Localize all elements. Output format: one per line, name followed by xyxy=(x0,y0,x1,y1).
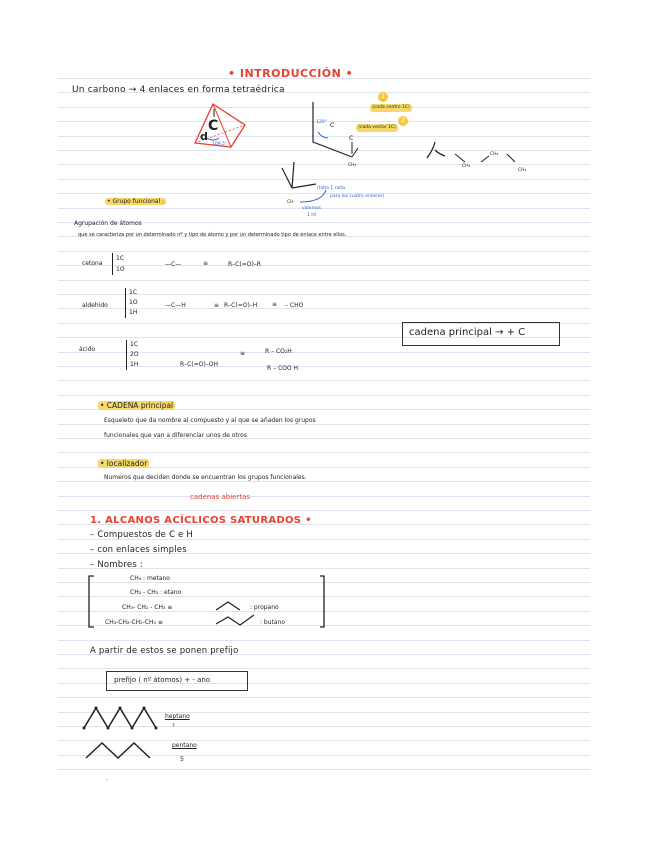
acido-formula-right-1: R – CO₂H xyxy=(265,348,292,355)
cetona-comp-c: 1C xyxy=(116,255,125,262)
aldehido-label: aldehido xyxy=(82,302,108,309)
pentano-label: pentano xyxy=(172,742,197,749)
blue-note-3: valemos xyxy=(302,206,321,211)
rule-line xyxy=(58,668,590,669)
carbon-label-1: C xyxy=(330,122,335,129)
tetrahedron-angle: 109,5° xyxy=(212,142,228,147)
cadena-principal-text-2: funcionales que van a diferenciar unos de otros xyxy=(104,432,247,439)
cadena-principal-text-1: Esqueleto que da nombre al compuesto y al que se añaden los grupos xyxy=(104,417,316,424)
acido-label: ácido xyxy=(79,346,96,353)
chain-diagram xyxy=(425,140,535,180)
rule-line xyxy=(58,424,590,425)
cetona-equals: ≡ xyxy=(203,260,209,267)
grupo-funcional-def-2: que se caracteriza por un determinado nº y tipo de átomo y por un determinado tipo de enlace entre ellos. xyxy=(78,232,347,238)
acido-composition xyxy=(126,340,139,370)
rule-line xyxy=(58,280,590,281)
grupo-funcional-def-1: Agrupación de átomos xyxy=(74,220,142,227)
propano-skeleton xyxy=(214,600,244,612)
prefijo-box xyxy=(106,671,248,691)
tetrahedron-side: d xyxy=(200,130,208,143)
tetrahedron-diagram xyxy=(195,103,265,153)
aldehido-comp-h: 1H xyxy=(129,309,138,316)
heptano-label: heptano xyxy=(165,713,190,720)
rule-line xyxy=(58,265,590,266)
cadenas-abiertas-label: cadenas abiertas xyxy=(190,493,251,501)
dash-mark: - xyxy=(106,778,108,783)
butano-skeleton xyxy=(214,614,258,628)
rule-line xyxy=(58,496,590,497)
aldehido-formula-short: – CHO xyxy=(285,302,304,309)
chain-ch2: CH₂ xyxy=(490,152,499,157)
ch3-bottom-label: CH₃ xyxy=(348,163,357,168)
page-title: • INTRODUCCIÓN • xyxy=(228,67,354,80)
rule-line xyxy=(58,481,590,482)
rule-line xyxy=(58,208,590,209)
note-number-1: 1 xyxy=(378,92,388,102)
aldehido-formula-right: R–C(=O)–H xyxy=(224,302,258,309)
alcanos-bullet-2: – con enlaces simples xyxy=(90,545,187,555)
alkane-propano-name: : propano xyxy=(250,604,279,611)
rule-line xyxy=(58,380,590,381)
tetrahedron-carbon: C xyxy=(208,118,219,134)
prefijo-box-text: prefijo ( nº átomos) + - ano xyxy=(114,676,211,684)
localizador-text: Numeros que deciden donde se encuentran los grupos funcionales. xyxy=(104,474,307,481)
alkane-butano-formula: CH₃-CH₂-CH₂-CH₃ ≡ xyxy=(105,619,163,626)
cetona-formula-right: R–C(=O)–R xyxy=(228,261,261,268)
rule-line xyxy=(58,510,590,511)
acido-comp-c: 1C xyxy=(130,341,139,348)
chain-ch3-right: CH₃ xyxy=(518,168,527,173)
pentano-count: 5 xyxy=(180,756,184,763)
rule-line xyxy=(58,697,590,698)
note-1: (cada centro 1C) xyxy=(370,104,412,112)
acido-formula-left: R–C(=O)–OH xyxy=(180,361,219,368)
chain-ch3-left: CH₃ xyxy=(462,164,471,169)
ch-label: CH xyxy=(287,200,294,205)
heptano-count: 7 xyxy=(172,724,175,729)
blue-arrow xyxy=(298,190,328,205)
rule-line xyxy=(58,395,590,396)
alcanos-heading: 1. ALCANOS ACÍCLICOS SATURADOS • xyxy=(90,515,312,526)
cetona-comp-o: 1O xyxy=(116,266,125,273)
aldehido-formula-left: —C—H xyxy=(165,302,186,309)
angle-label: 120° xyxy=(316,120,327,125)
alkane-butano-name: : butano xyxy=(260,619,286,626)
cadena-principal-box-text: cadena principal → + C xyxy=(409,327,526,338)
rule-line xyxy=(58,452,590,453)
acido-comp-o: 2O xyxy=(130,351,139,358)
rule-line xyxy=(58,640,590,641)
blue-note-2: para los cuatro enlaces) xyxy=(330,194,385,199)
acido-comp-h: 1H xyxy=(130,361,139,368)
note-number-2: 2 xyxy=(398,116,408,126)
rule-line xyxy=(58,308,590,309)
alkane-metano: CH₄ : metano xyxy=(130,575,170,582)
alkane-etano: CH₃ - CH₃ : etano xyxy=(130,589,182,596)
localizador-heading: • localizador xyxy=(100,459,148,468)
alkane-propano-formula: CH₃- CH₂ - CH₃ ≡ xyxy=(122,604,173,611)
rule-line xyxy=(58,294,590,295)
rule-line xyxy=(58,769,590,770)
grupo-funcional-heading: • Grupo funcional : xyxy=(107,198,165,205)
heptano-skeleton xyxy=(82,704,158,732)
alcanos-bullet-3: – Nombres : xyxy=(90,560,143,570)
pentano-skeleton xyxy=(84,740,154,760)
aldehido-comp-o: 1O xyxy=(129,299,138,306)
intro-line: Un carbono → 4 enlaces en forma tetraédrica xyxy=(72,85,285,95)
acido-equals: ≡ xyxy=(240,350,246,357)
carbon-label-2: C xyxy=(349,135,354,142)
cetona-label: cetona xyxy=(82,260,103,267)
cadena-principal-box xyxy=(402,322,560,346)
aldehido-equals: ≡ xyxy=(214,302,220,309)
blue-note-1: (falta 1 raíta xyxy=(317,186,345,191)
zigzag-diagram xyxy=(310,102,360,162)
cadena-principal-heading: • CADENA principal xyxy=(100,401,174,410)
aldehido-equals-2: ≡ xyxy=(272,301,278,308)
prefijo-text: A partir de estos se ponen prefijo xyxy=(90,646,239,656)
aldehido-comp-c: 1C xyxy=(129,289,138,296)
acido-formula-right-2: R – COO H xyxy=(267,365,299,372)
aldehido-composition xyxy=(125,288,138,318)
blue-note-4: 1 H) xyxy=(307,213,317,218)
alcanos-bullet-1: – Compuestos de C e H xyxy=(90,530,193,540)
cetona-formula-left: —C— xyxy=(165,261,182,268)
cetona-composition xyxy=(112,253,125,275)
rule-line xyxy=(58,251,590,252)
note-2: (cada vector 1C) xyxy=(356,124,398,132)
